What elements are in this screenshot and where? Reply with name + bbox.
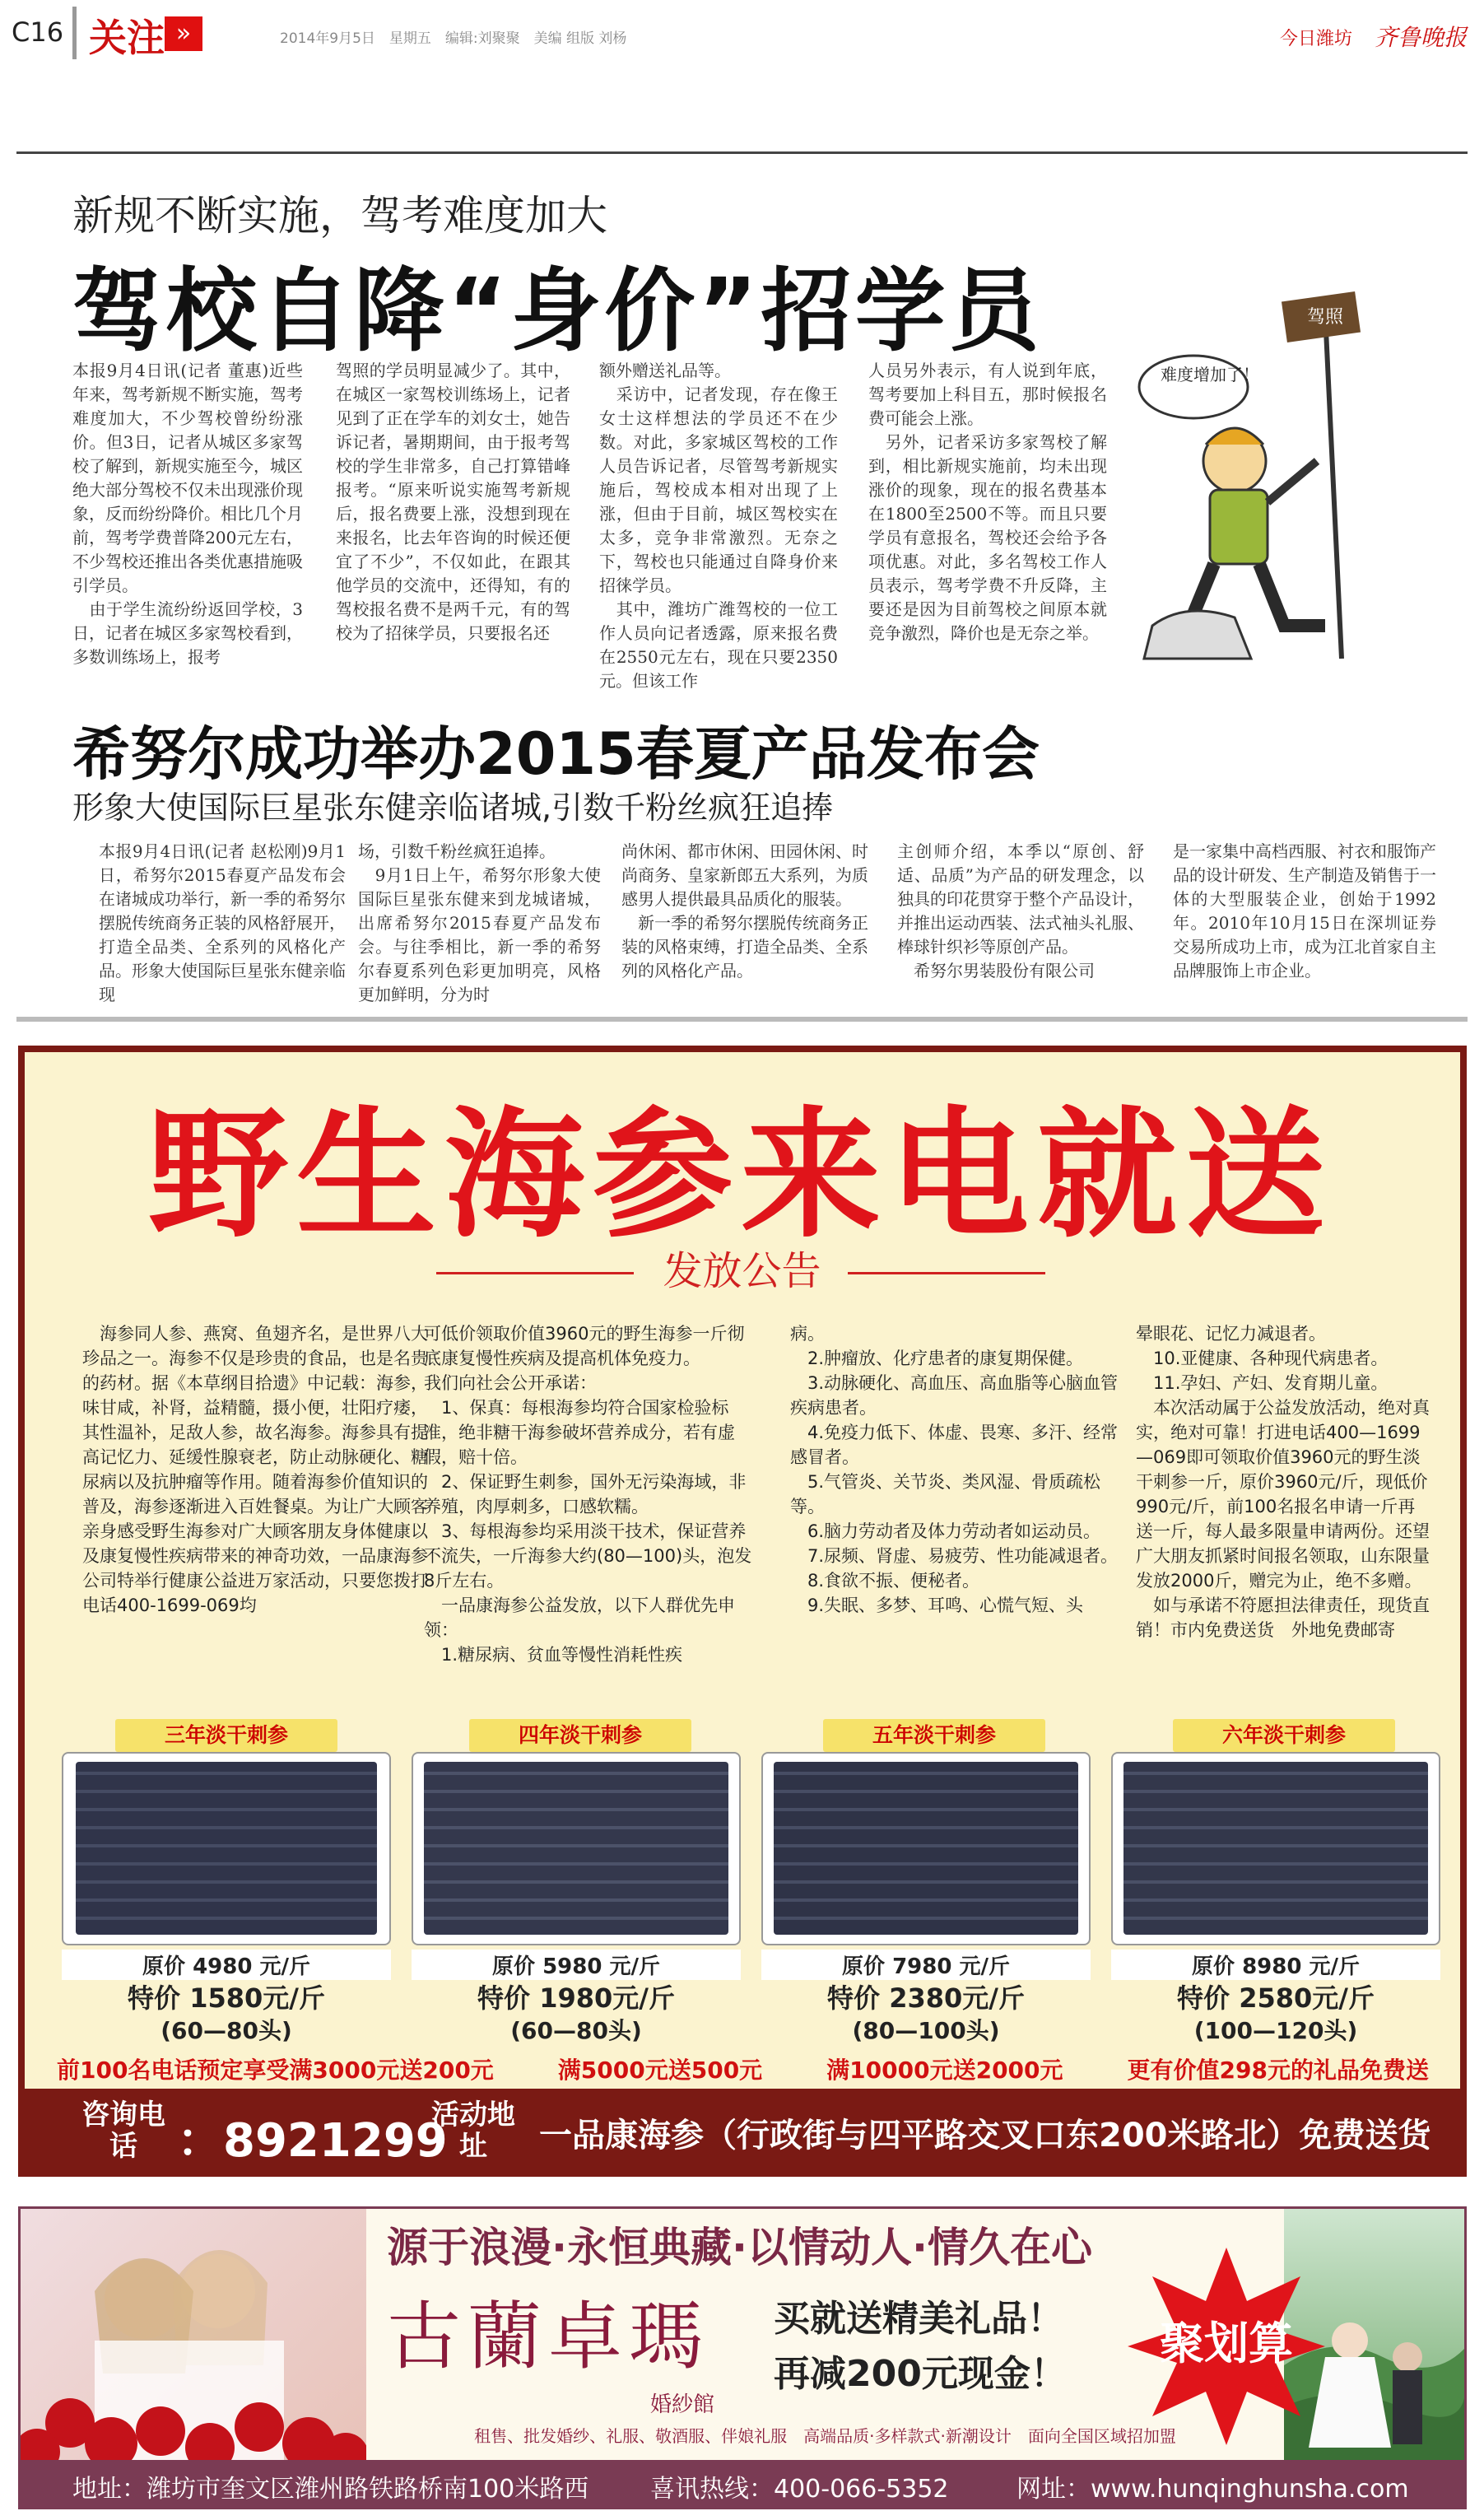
article1-headline: 驾校自降“身价”招学员 xyxy=(72,259,1043,364)
promo-item: 更有价值298元的礼品免费送 xyxy=(1127,2057,1429,2084)
header-rule xyxy=(16,151,1468,154)
bride-photo xyxy=(21,2209,366,2467)
consult-label: 咨询电话 xyxy=(81,2099,165,2163)
consult-phone[interactable]: ：8921299 xyxy=(177,2114,448,2168)
wedding-hotline[interactable]: 喜讯热线：400-066-5352 xyxy=(650,2475,949,2504)
product-label: 三年淡干刺参 xyxy=(115,1719,337,1752)
original-price: 原价 8980 元/斤 xyxy=(1111,1950,1440,1980)
article2-column: 主创师介绍，本季以“原创、舒适、品质”为产品的研发理念，以独具的印花贯穿于整个产品设计，并推出运动西装、法式袖头礼服、棒球针织衫等原创产品。 希努尔男装股份有限公司 xyxy=(897,841,1144,981)
page-header xyxy=(0,0,1484,64)
product-photo xyxy=(76,1762,377,1935)
badge-starburst xyxy=(1123,2243,1329,2449)
product-label: 四年淡干刺参 xyxy=(469,1719,691,1752)
product-heads: (80—100头) xyxy=(852,2017,1000,2044)
product-heads: (60—80头) xyxy=(510,2017,642,2044)
wedding-offer: 买就送精美礼品！ xyxy=(774,2298,1063,2340)
ad-column: 晕眼花、记忆力减退者。 10.亚健康、各种现代病患者。 11.孕妇、产妇、发育期儿童。 本次活动属于公益发放活动，绝对真实，绝对可靠！打进电话400—1699—069即可领取价值3960元的野生淡干刺参一斤，原价3960元/斤，现低价990元/斤，前100名报名申请一斤再送一斤，每人最多限量申请两份。还望广大朋友抓紧时间报名领取，山东限量发放2000斤，赠完为止，绝不多赠。 如与承诺不符愿担法律责任，现货直销！市内免费送货 外地免费邮寄 xyxy=(1136,1324,1430,1640)
promo-line xyxy=(25,2052,1461,2085)
page-number: C16 xyxy=(12,16,64,48)
product-heads: (60—80头) xyxy=(160,2017,292,2044)
original-price: 原价 5980 元/斤 xyxy=(412,1950,741,1980)
article1-column: 本报9月4日讯(记者 董惠)近些年来，驾考新规不断实施，驾考难度加大，不少驾校曾纷纷涨价。但3日，记者从城区多家驾校了解到，新规实施至今，城区绝大部分驾校不仅未出现涨价现象，反而纷纷降价。相比几个月前，驾考学费普降200元左右，不少驾校还推出各类优惠措施吸引学员。 由于学生流纷纷返回学校，3日，记者在城区多家驾校看到，多数训练场上，报考 xyxy=(72,361,303,667)
product-label: 六年淡干刺参 xyxy=(1173,1719,1395,1752)
product-photo xyxy=(424,1762,728,1935)
wedding-slogan: 源于浪漫·永恒典藏·以情动人·情久在心 xyxy=(387,2224,1092,2271)
article2-headline: 希努尔成功举办2015春夏产品发布会 xyxy=(72,720,1040,788)
issue-meta: 2014年9月5日 星期五 编辑:刘聚聚 美编 组版 刘杨 xyxy=(280,30,627,47)
promo-item: 满10000元送2000元 xyxy=(826,2057,1063,2084)
original-price: 原价 7980 元/斤 xyxy=(761,1950,1091,1980)
article1-column: 驾照的学员明显减少了。其中，在城区一家驾校训练场上，记者见到了正在学车的刘女士，她告诉记者，暑期期间，由于报考驾校的学生非常多，自己打算错峰报考。“原来听说实施驾考新规后，报名费要上涨，没想到现在来报名，比去年咨询的时候还便宜了不少”，不仅如此，在跟其他学员的交流中，还得知，有的驾校报名费不是两千元，有的驾校为了招徕学员，只要报名还 xyxy=(336,361,570,643)
wedding-brand-sub: 婚紗館 xyxy=(650,2392,715,2417)
ad-column: 可低价领取价值3960元的野生海参一斤彻底康复慢性疾病及提高机体免疫力。 我们向社会公开承诺： 1、保真：每根海参均符合国家检验标准，绝非糖干海参破坏营养成分，若有虚假，赔十倍。 2、保证野生刺参，国外无污染海域，非养殖，肉厚刺多，口感软糯。 3、每根海参均采用淡干技术，保证营养不流失，一斤海参大约(80—100)头，泡发8斤左右。 一品康海参公益发放，以下人群优先申领： 1.糖尿病、贫血等慢性消耗性疾 xyxy=(424,1324,752,1665)
wedding-offer: 再减200元现金！ xyxy=(774,2353,1067,2395)
product-label: 五年淡干刺参 xyxy=(823,1719,1045,1752)
wedding-brand: 古蘭卓瑪 xyxy=(387,2294,709,2380)
wedding-website[interactable]: 网址：www.hunqinghunsha.com xyxy=(1016,2475,1409,2504)
ad-title: 野生海参来电就送 xyxy=(147,1094,1333,1257)
wedding-services: 租售、批发婚纱、礼服、敬酒服、伴娘礼服 高端品质·多样款式·新潮设计 面向全国区域招加盟 xyxy=(474,2426,1176,2446)
section-title: 关注 xyxy=(89,16,165,60)
promo-item: 前100名电话预定享受满3000元送200元 xyxy=(56,2057,494,2084)
section-arrow-icon: » xyxy=(165,16,202,51)
section-rule xyxy=(16,1017,1468,1022)
article2-column: 尚休闲、都市休闲、田园休闲、时尚商务、皇家新郎五大系列，为质感男人提供最具品质化的服装。 新一季的希努尔摆脱传统商务正装的风格束缚，打造全品类、全系列的风格化产品。 xyxy=(621,841,868,981)
ad-subtitle: 发放公告 xyxy=(663,1248,821,1294)
cartoon-bubble: 难度增加了！ xyxy=(1161,365,1259,384)
venue-address: 一品康海参（行政街与四平路交叉口东200米路北）免费送货 xyxy=(539,2117,1431,2155)
article2-subheadline: 形象大使国际巨星张东健亲临诸城,引数千粉丝疯狂追捧 xyxy=(72,790,834,826)
wedding-address: 地址：潍坊市奎文区潍州路铁路桥南100米路西 xyxy=(72,2475,589,2504)
product-photo xyxy=(774,1762,1078,1935)
special-price: 特价 2580元/斤 xyxy=(1177,1982,1375,2014)
venue-label: 活动地址 xyxy=(431,2099,515,2163)
article1-column: 额外赠送礼品等。 采访中，记者发现，存在像王女士这样想法的学员还不在少数。对此，多家城区驾校的工作人员告诉记者，尽管驾考新规实施后，驾校成本相对出现了上涨，但由于目前，城区驾校实在太多，竞争非常激烈。无奈之下，驾校也只能通过自降身价来招徕学员。 其中，潍坊广潍驾校的一位工作人员向记者透露，原来报名费在2550元左右，现在只要2350元。但该工作 xyxy=(599,361,838,691)
promo-item: 满5000元送500元 xyxy=(557,2057,763,2084)
special-price: 特价 1580元/斤 xyxy=(128,1982,325,2014)
article2-column: 是一家集中高档西服、衬衣和服饰产品的设计研发、生产制造及销售于一体的大型服装企业，创始于1992年。2010年10月15日在深圳证券交易所成功上市，成为江北首家自主品牌服饰上市企业。 xyxy=(1173,841,1436,981)
article2-column: 场，引数千粉丝疯狂追捧。 9月1日上午，希努尔形象大使国际巨星张东健来到龙城诸城，出席希努尔2015春夏产品发布会。与往季相比，新一季的希努尔春夏系列色彩更加明亮，风格更加鲜明，分为时 xyxy=(358,841,601,1004)
special-price: 特价 2380元/斤 xyxy=(827,1982,1025,2014)
newspaper-logo: 齐鲁晚报 xyxy=(1375,24,1468,51)
header-divider xyxy=(72,7,77,59)
product-photo xyxy=(1123,1762,1428,1935)
cartoon-illustration xyxy=(1136,272,1383,667)
ad-column: 病。 2.肿瘤放、化疗患者的康复期保健。 3.动脉硬化、高血压、高血脂等心脑血管疾病患者。 4.免疫力低下、体虚、畏寒、多汗、经常感冒者。 5.气管炎、关节炎、类风湿、骨质疏松等。 6.脑力劳动者及体力劳动者如运动员。 7.尿频、肾虚、易疲劳、性功能减退者。 8.食欲不振、便秘者。 9.失眠、多梦、耳鸣、心慌气短、头 xyxy=(790,1324,1119,1615)
ad-column: 海参同人参、燕窝、鱼翅齐名，是世界八大珍品之一。海参不仅是珍贵的食品，也是名贵的药材。据《本草纲目拾遗》中记载：海参，味甘咸，补肾，益精髓，摄小便，壮阳疗痿，其性温补，足敌人参，故名海参。海参具有提高记忆力、延缓性腺衰老，防止动脉硬化、糖尿病以及抗肿瘤等作用。随着海参价值知识的普及，海参逐渐进入百姓餐桌。为让广大顾客亲身感受野生海参对广大顾客朋友身体健康以及康复慢性疾病带来的神奇功效，一品康海参公司特举行健康公益进万家活动，只要您拨打电话400-1699-069均 xyxy=(82,1324,428,1615)
article2-column: 本报9月4日讯(记者 赵松刚)9月1日，希努尔2015春夏产品发布会在诸城成功举行，新一季的希努尔摆脱传统商务正装的风格舒展开，打造全品类、全系列的风格化产品。形象大使国际巨星张东健亲临现 xyxy=(99,841,346,1004)
original-price: 原价 4980 元/斤 xyxy=(62,1950,391,1980)
special-price: 特价 1980元/斤 xyxy=(477,1982,675,2014)
product-heads: (100—120头) xyxy=(1193,2017,1358,2044)
article1-kicker: 新规不断实施，驾考难度加大 xyxy=(72,192,607,240)
badge-text: 聚划算 xyxy=(1160,2318,1293,2369)
cartoon-sign: 驾照 xyxy=(1307,307,1344,328)
article1-column: 人员另外表示，有人说到年底，驾考要加上科目五，那时候报名费可能会上涨。 另外，记者采访多家驾校了解到，相比新规实施前，均未出现涨价的现象，现在的报名费基本在1800至2500不等。而且只要学员有意报名，驾校还会给予各项优惠。对此，多名驾校工作人员表示，驾考学费不升反降，主要还是因为目前驾校之间原本就竞争激烈，降价也是无奈之举。 xyxy=(868,361,1107,643)
ad-subtitle-rule xyxy=(848,1272,1045,1274)
edition-name: 今日潍坊 xyxy=(1280,29,1353,49)
